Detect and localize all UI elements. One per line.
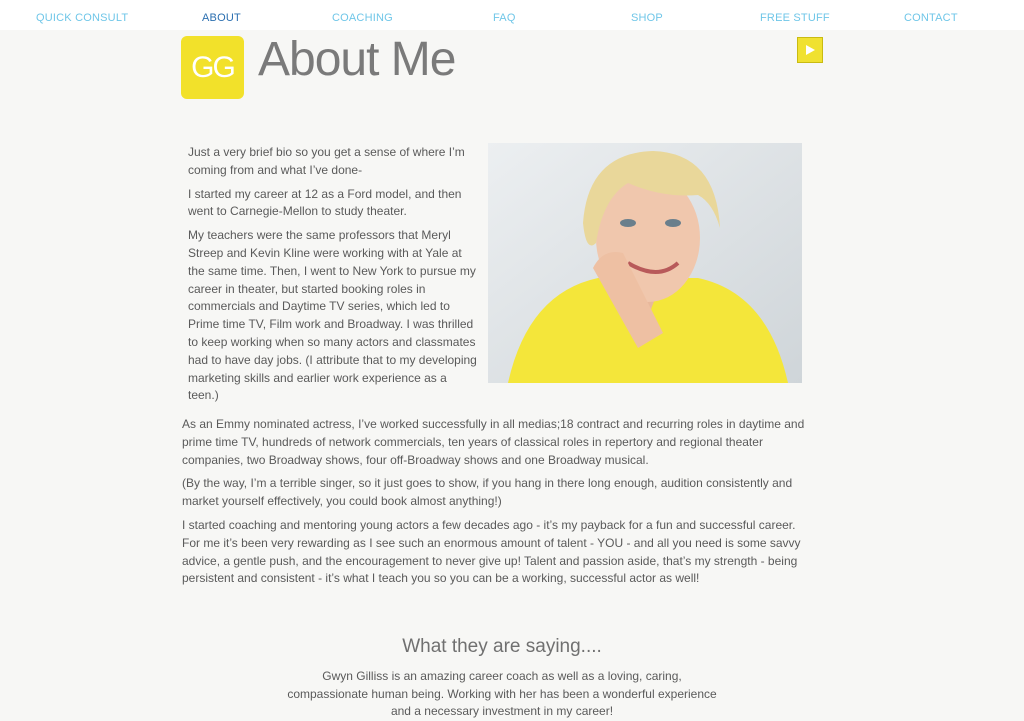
nav-free-stuff[interactable]: FREE STUFF — [760, 12, 830, 24]
bio-paragraph: (By the way, I’m a terrible singer, so it just goes to show, if you hang in there long enough, audition consistently and market yourself effectively, you could book almost anything!) — [182, 476, 793, 509]
nav-shop[interactable]: SHOP — [631, 12, 663, 24]
nav-coaching[interactable]: COACHING — [332, 12, 393, 24]
bio-paragraph: As an Emmy nominated actress, I’ve worked successfully in all medias;18 contract and recurring roles in daytime and prime time TV, hundreds of network commercials, ten years of classical roles in repertory and regional theater companies, two Broadway shows, four off-Broadway shows and one Broadway musical. — [182, 417, 805, 467]
play-icon — [806, 45, 815, 55]
bio-intro — [188, 144, 478, 411]
top-nav — [0, 0, 1024, 30]
testimonial-quote: Gwyn Gilliss is an amazing career coach as well as a loving, caring, compassionate human being. Working with her has been a wonderful experience and a necessary investment in my career! — [287, 669, 717, 718]
bio-career — [182, 416, 812, 594]
play-button[interactable] — [797, 37, 823, 63]
bio-paragraph: Just a very brief bio so you get a sense of where I’m coming from and what I’ve done- — [188, 145, 465, 177]
nav-about[interactable]: ABOUT — [202, 12, 241, 24]
nav-contact[interactable]: CONTACT — [904, 12, 958, 24]
testimonials-title: What they are saying.... — [402, 636, 602, 657]
page-title: About Me — [258, 33, 456, 86]
nav-quick-consult[interactable]: QUICK CONSULT — [36, 12, 129, 24]
nav-faq[interactable]: FAQ — [493, 12, 516, 24]
bio-paragraph: I started coaching and mentoring young actors a few decades ago - it’s my payback for a fun and successful career. For me it’s been very rewarding as I see such an enormous amount of talent - YOU - and all you need is some savvy advice, a gentle push, and the encouragement to never give up! Talent and passion aside, that’s my strength - being persistent and consistent - it’s what I teach you so you can be a working, successful actor as well! — [182, 517, 801, 586]
gg-logo[interactable]: GG — [181, 36, 244, 99]
bio-paragraph: I started my career at 12 as a Ford model, and then went to Carnegie-Mellon to study theater. — [188, 186, 462, 219]
bio-paragraph: My teachers were the same professors that Meryl Streep and Kevin Kline were working with at Yale at the same time. Then, I went to New York to pursue my career in theater, but started booking roles in commercials and Daytime TV series, which led to Prime time TV, Film work and Broadway. I was thrilled to keep working when so many actors and classmates had to have day jobs. (I attribute that to my developing marketing skills and earlier work experience as a teen.) — [188, 228, 477, 403]
profile-photo — [488, 143, 802, 383]
